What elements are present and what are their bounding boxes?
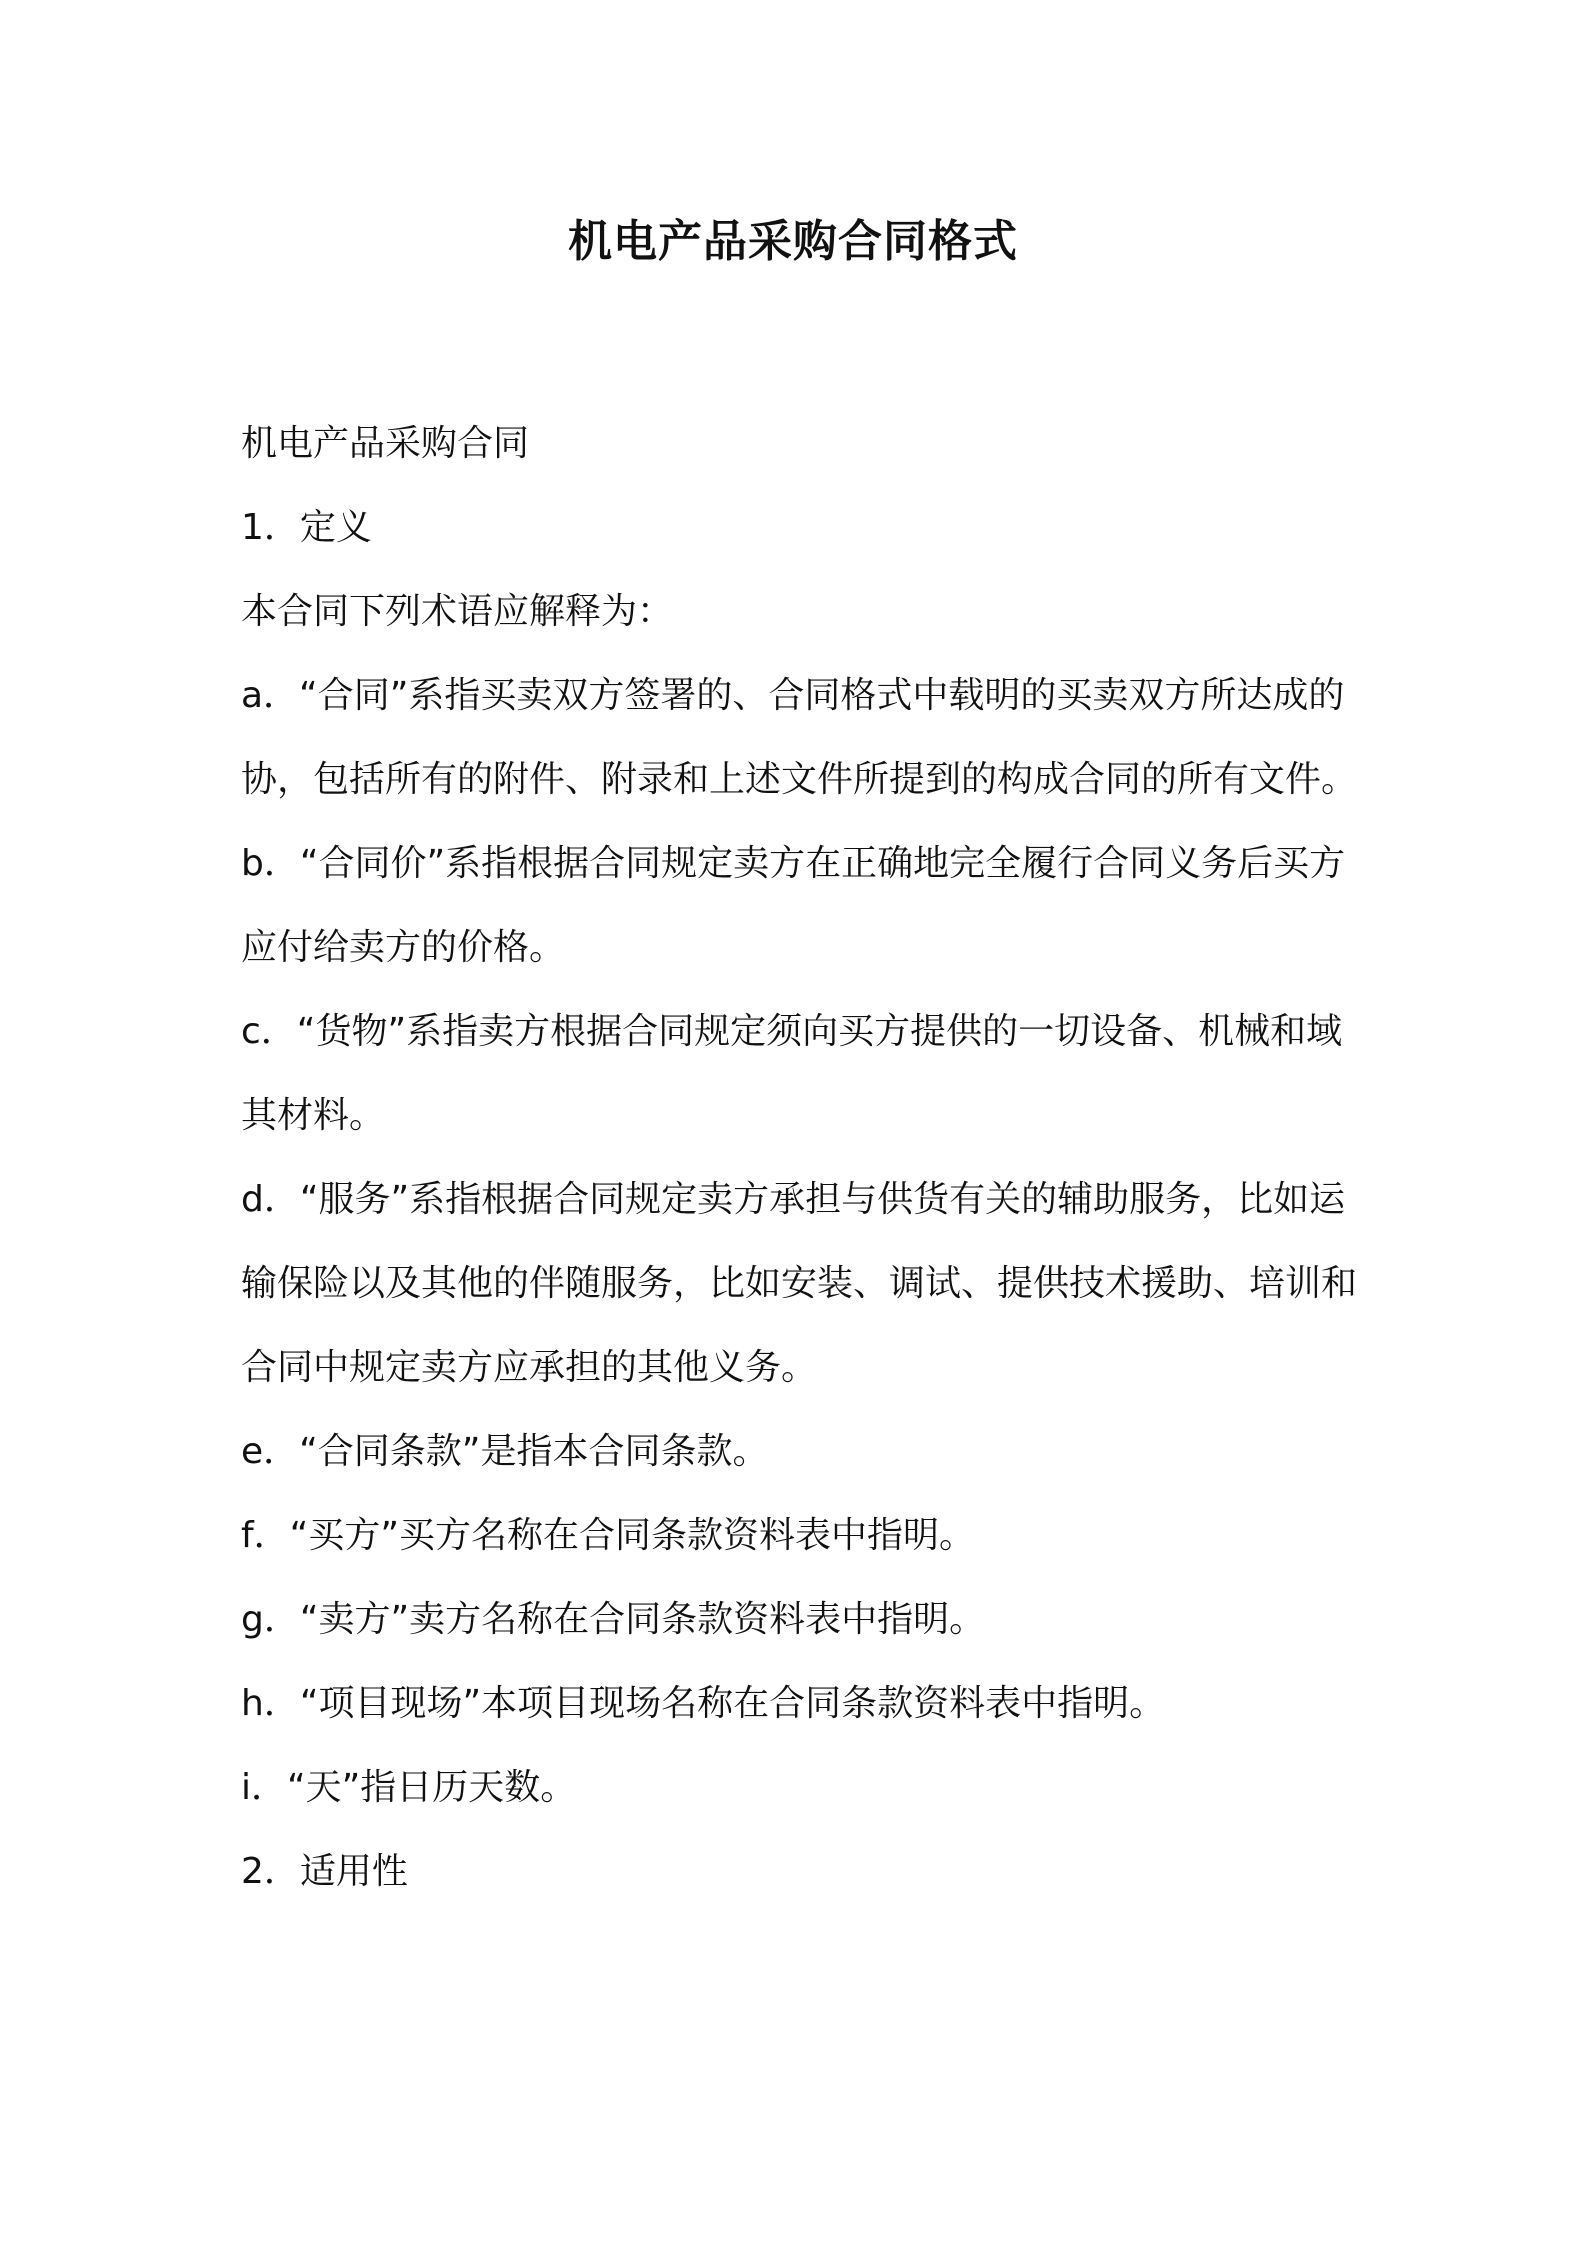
definitions-intro: 本合同下列术语应解释为： xyxy=(241,591,674,632)
definition-c: c．“货物”系指卖方根据合同规定须向买方提供的一切设备、机械和域其材料。 xyxy=(241,1011,1343,1136)
definition-h: h．“项目现场”本项目现场名称在合同条款资料表中指明。 xyxy=(241,1683,1166,1724)
definition-a: a．“合同”系指买卖双方签署的、合同格式中载明的买卖双方所达成的协，包括所有的附件、附录和上述文件所提到的构成合同的所有文件。 xyxy=(241,675,1358,800)
definition-f: f．“买方”买方名称在合同条款资料表中指明。 xyxy=(241,1515,975,1556)
document-body xyxy=(241,402,1361,1914)
definition-g: g．“卖方”卖方名称在合同条款资料表中指明。 xyxy=(241,1599,986,1640)
section-heading-applicability: 2．适用性 xyxy=(241,1851,408,1892)
contract-heading: 机电产品采购合同 xyxy=(241,423,530,464)
definition-b: b．“合同价”系指根据合同规定卖方在正确地完全履行合同义务后买方应付给卖方的价格。 xyxy=(241,843,1346,968)
definition-d: d．“服务”系指根据合同规定卖方承担与供货有关的辅助服务，比如运输保险以及其他的伴随服务，比如安装、调试、提供技术援助、培训和合同中规定卖方应承担的其他义务。 xyxy=(241,1179,1358,1388)
definition-e: e．“合同条款”是指本合同条款。 xyxy=(241,1431,769,1472)
definition-i: i．“天”指日历天数。 xyxy=(241,1767,577,1808)
section-heading-definitions: 1．定义 xyxy=(241,507,372,548)
document-title: 机电产品采购合同格式 xyxy=(568,216,1018,267)
